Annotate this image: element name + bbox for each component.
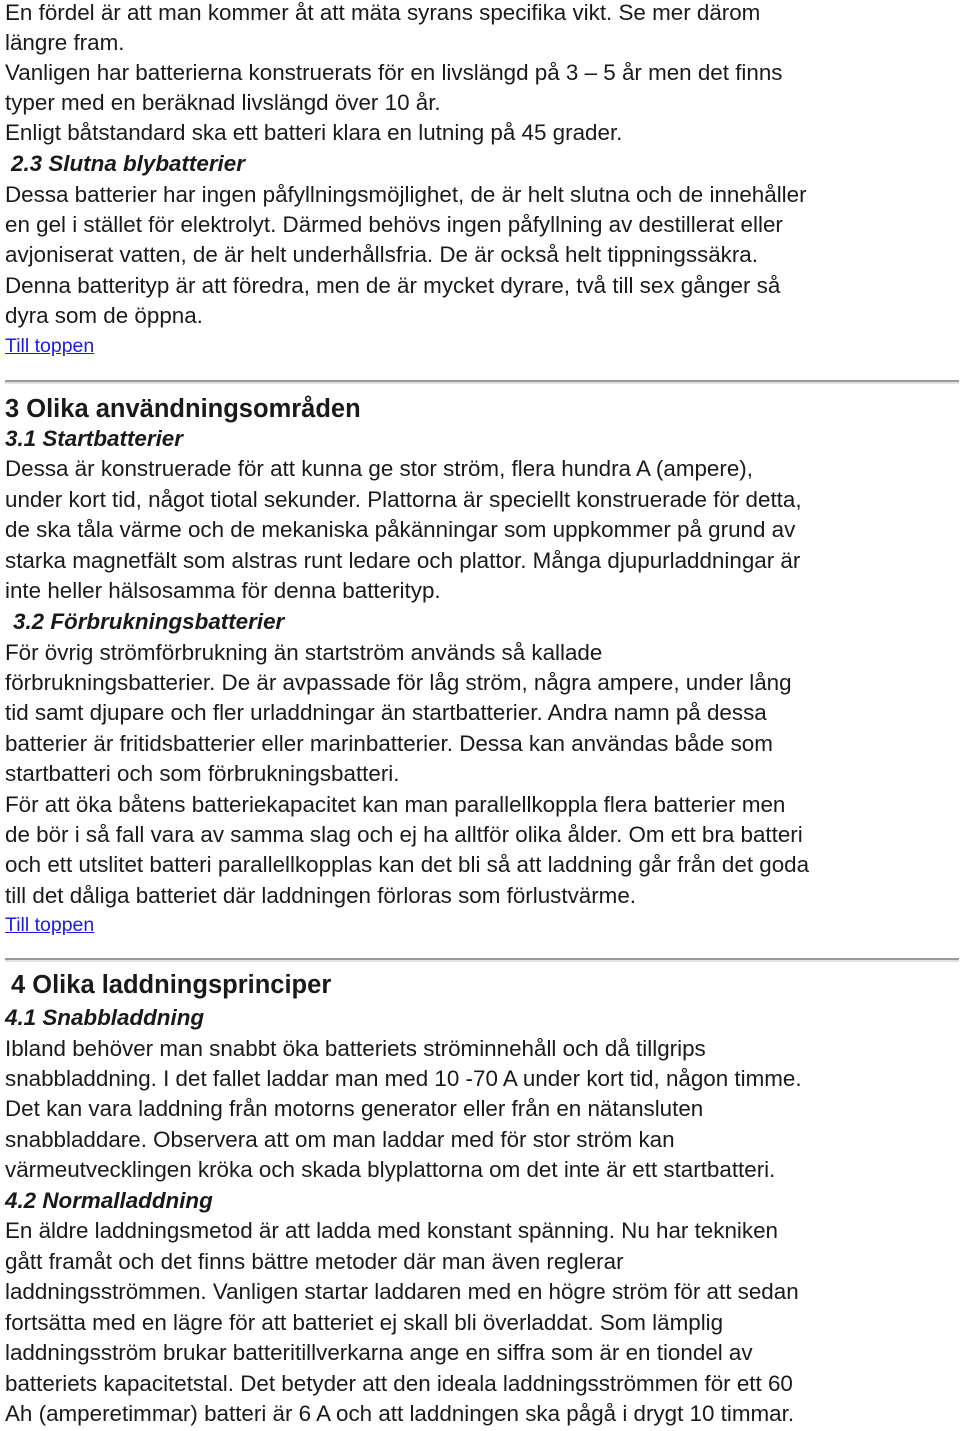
section-3-1-heading: 3.1 Startbatterier [5, 426, 183, 451]
sec41-line-1: Ibland behöver man snabbt öka batteriets ströminnehåll och då tillgrips [5, 1036, 706, 1061]
sec32-line-5: startbatteri och som förbrukningsbatteri. [5, 761, 400, 786]
sec23-line-3: avjoniserat vatten, de är helt underhållsfria. De är också helt tippningssäkra. [5, 242, 758, 267]
section-2-3-heading: 2.3 Slutna blybatterier [11, 151, 245, 176]
sec32-line-4: batterier är fritidsbatterier eller marinbatterier. Dessa kan användas både som [5, 731, 773, 756]
sec42-line-5: laddningsström brukar batteritillverkarna ange en siffra som är en tiondel av [5, 1340, 753, 1365]
sec42-line-4: fortsätta med en lägre för att batteriet ej skall bli överladdat. Som lämplig [5, 1310, 724, 1335]
intro-line-5: Enligt båtstandard ska ett batteri klara en lutning på 45 grader. [5, 120, 623, 145]
sec32-line-9: till det dåliga batteriet där laddningen förloras som förlustvärme. [5, 883, 636, 908]
section-3-2-heading: 3.2 Förbrukningsbatterier [13, 609, 285, 634]
sec31-line-1: Dessa är konstruerade för att kunna ge stor ström, flera hundra A (ampere), [5, 456, 753, 481]
intro-line-3: Vanligen har batterierna konstruerats för en livslängd på 3 – 5 år men det finns [5, 60, 783, 85]
sec31-line-3: de ska tåla värme och de mekaniska påkänningar som uppkommer på grund av [5, 517, 796, 542]
sec41-line-2: snabbladdning. I det fallet laddar man med 10 -70 A under kort tid, någon timme. [5, 1066, 802, 1091]
section-4-1-heading: 4.1 Snabbladdning [5, 1005, 205, 1030]
sec32-line-6: För att öka båtens batteriekapacitet kan man parallellkoppla flera batterier men [5, 792, 786, 817]
sec23-line-1: Dessa batterier har ingen påfyllningsmöjlighet, de är helt slutna och de innehåller [5, 182, 807, 207]
sec32-line-8: och ett utslitet batteri parallellkopplas kan det bli så att laddning går från det goda [5, 852, 810, 877]
sec41-line-4: snabbladdare. Observera att om man laddar med för stor ström kan [5, 1127, 675, 1152]
sec23-line-2: en gel i stället för elektrolyt. Därmed behövs ingen påfyllning av destillerat eller [5, 212, 783, 237]
sec41-line-5: värmeutvecklingen kröka och skada blyplattorna om det inte är ett startbatteri. [5, 1157, 776, 1182]
sec32-line-7: de bör i så fall vara av samma slag och ej ha alltför olika ålder. Om ett bra batteri [5, 822, 803, 847]
sec23-line-5: dyra som de öppna. [5, 303, 203, 328]
sec31-line-5: inte heller hälsosamma för denna batterityp. [5, 578, 441, 603]
sec23-line-4: Denna batterityp är att föredra, men de är mycket dyrare, två till sex gånger så [5, 273, 781, 298]
sec32-line-3: tid samt djupare och fler urladdningar än startbatterier. Andra namn på dessa [5, 700, 767, 725]
divider-1 [5, 380, 959, 384]
sec42-line-7: Ah (amperetimmar) batteri är 6 A och att laddningen ska pågå i drygt 10 timmar. [5, 1401, 795, 1426]
sec42-line-6: batteriets kapacitetstal. Det betyder att den ideala laddningsströmmen för ett 60 [5, 1371, 793, 1396]
intro-line-2: längre fram. [5, 30, 125, 55]
to-top-link-2[interactable]: Till toppen [5, 914, 95, 936]
section-4-2-heading: 4.2 Normalladdning [5, 1188, 213, 1213]
sec42-line-2: gått framåt och det finns bättre metoder där man även reglerar [5, 1249, 624, 1274]
sec42-line-3: laddningsströmmen. Vanligen startar laddaren med en högre ström för att sedan [5, 1279, 799, 1304]
to-top-link-1[interactable]: Till toppen [5, 335, 95, 357]
intro-line-1: En fördel är att man kommer åt att mäta syrans specifika vikt. Se mer därom [5, 0, 761, 25]
sec41-line-3: Det kan vara laddning från motorns generator eller från en nätansluten [5, 1096, 704, 1121]
sec31-line-4: starka magnetfält som alstras runt ledare och plattor. Många djupurladdningar är [5, 548, 801, 573]
section-3-heading: 3 Olika användningsområden [5, 395, 361, 423]
sec32-line-1: För övrig strömförbrukning än startström används så kallade [5, 640, 603, 665]
sec42-line-1: En äldre laddningsmetod är att ladda med konstant spänning. Nu har tekniken [5, 1218, 778, 1243]
sec31-line-2: under kort tid, något tiotal sekunder. Plattorna är speciellt konstruerade för detta, [5, 487, 802, 512]
intro-line-4: typer med en beräknad livslängd över 10 år. [5, 90, 441, 115]
sec32-line-2: förbrukningsbatterier. De är avpassade för låg ström, några ampere, under lång [5, 670, 792, 695]
section-4-heading: 4 Olika laddningsprinciper [11, 971, 332, 999]
divider-2 [5, 958, 959, 962]
